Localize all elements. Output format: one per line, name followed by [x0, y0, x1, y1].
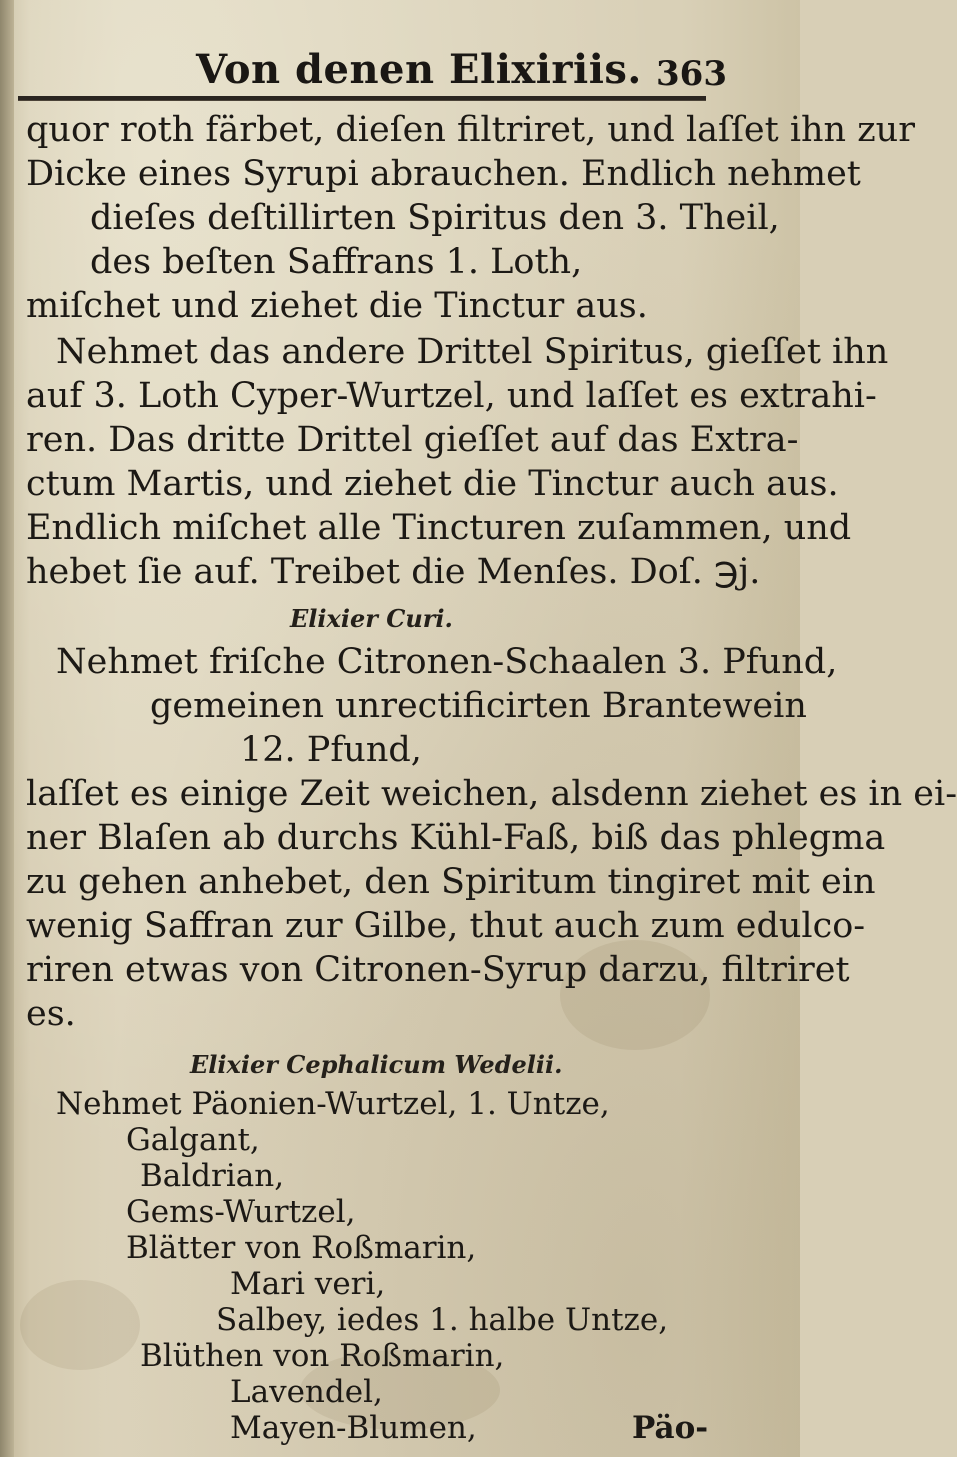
section-heading: Elixier Cephalicum Wedelii. — [190, 1050, 563, 1079]
text-line: Salbey, iedes 1. halbe Untze, — [216, 1302, 669, 1338]
text-line: Nehmet das andere Drittel Spiritus, gieſſet ihn — [56, 332, 889, 372]
text-line: Nehmet Päonien-Wurtzel, 1. Untze, — [56, 1086, 610, 1122]
text-line: Lavendel, — [230, 1374, 383, 1410]
text-line: Endlich miſchet alle Tincturen zuſammen, und — [26, 508, 852, 548]
text-line: Baldrian, — [140, 1158, 285, 1194]
text-line: quor roth färbet, dieſen filtriret, und laſſet ihn zur — [26, 110, 915, 150]
text-line: auf 3. Loth Cyper-Wurtzel, und laſſet es extrahi- — [26, 376, 877, 416]
text-line: ren. Das dritte Drittel gieſſet auf das Extra- — [26, 420, 799, 460]
text-line: Gems-Wurtzel, — [126, 1194, 356, 1230]
text-line: Galgant, — [126, 1122, 260, 1158]
text-line: wenig Saffran zur Gilbe, thut auch zum edulco- — [26, 906, 866, 946]
text-line: des beſten Saffrans 1. Loth, — [90, 242, 583, 282]
text-line: zu gehen anhebet, den Spiritum tingiret mit ein — [26, 862, 876, 902]
text-line: Mari veri, — [230, 1266, 386, 1302]
text-line: hebet ſie auf. Treibet die Menſes. Doſ. ℈j. — [26, 552, 761, 592]
section-heading: Elixier Curi. — [290, 604, 453, 633]
header-rule — [18, 96, 706, 101]
text-line: miſchet und ziehet die Tinctur aus. — [26, 286, 648, 326]
text-line: Blätter von Roßmarin, — [126, 1230, 477, 1266]
text-line: Nehmet friſche Citronen-Schaalen 3. Pfund, — [56, 642, 838, 682]
text-line: Blüthen von Roßmarin, — [140, 1338, 505, 1374]
text-line: Dicke eines Syrupi abrauchen. Endlich nehmet — [26, 154, 861, 194]
text-line: ctum Martis, und ziehet die Tinctur auch aus. — [26, 464, 839, 504]
paper-stain — [20, 1280, 140, 1370]
text-line: Mayen-Blumen, — [230, 1410, 477, 1446]
page-gutter-shadow — [0, 0, 14, 1457]
text-line: 12. Pfund, — [240, 730, 422, 770]
page-header — [0, 40, 800, 100]
text-line: dieſes deſtillirten Spiritus den 3. Theil, — [90, 198, 780, 238]
text-line: es. — [26, 994, 76, 1034]
running-title: Von denen Elixiriis. — [196, 46, 642, 93]
catchword: Päo- — [632, 1410, 709, 1446]
text-line: gemeinen unrectificirten Brantewein — [150, 686, 807, 726]
text-line: ner Blaſen ab durchs Kühl-Faß, biß das phlegma — [26, 818, 886, 858]
page-number: 363 — [656, 54, 727, 94]
text-line: laſſet es einige Zeit weichen, alsdenn ziehet es in ei- — [26, 774, 957, 814]
text-line: riren etwas von Citronen-Syrup darzu, filtriret — [26, 950, 850, 990]
